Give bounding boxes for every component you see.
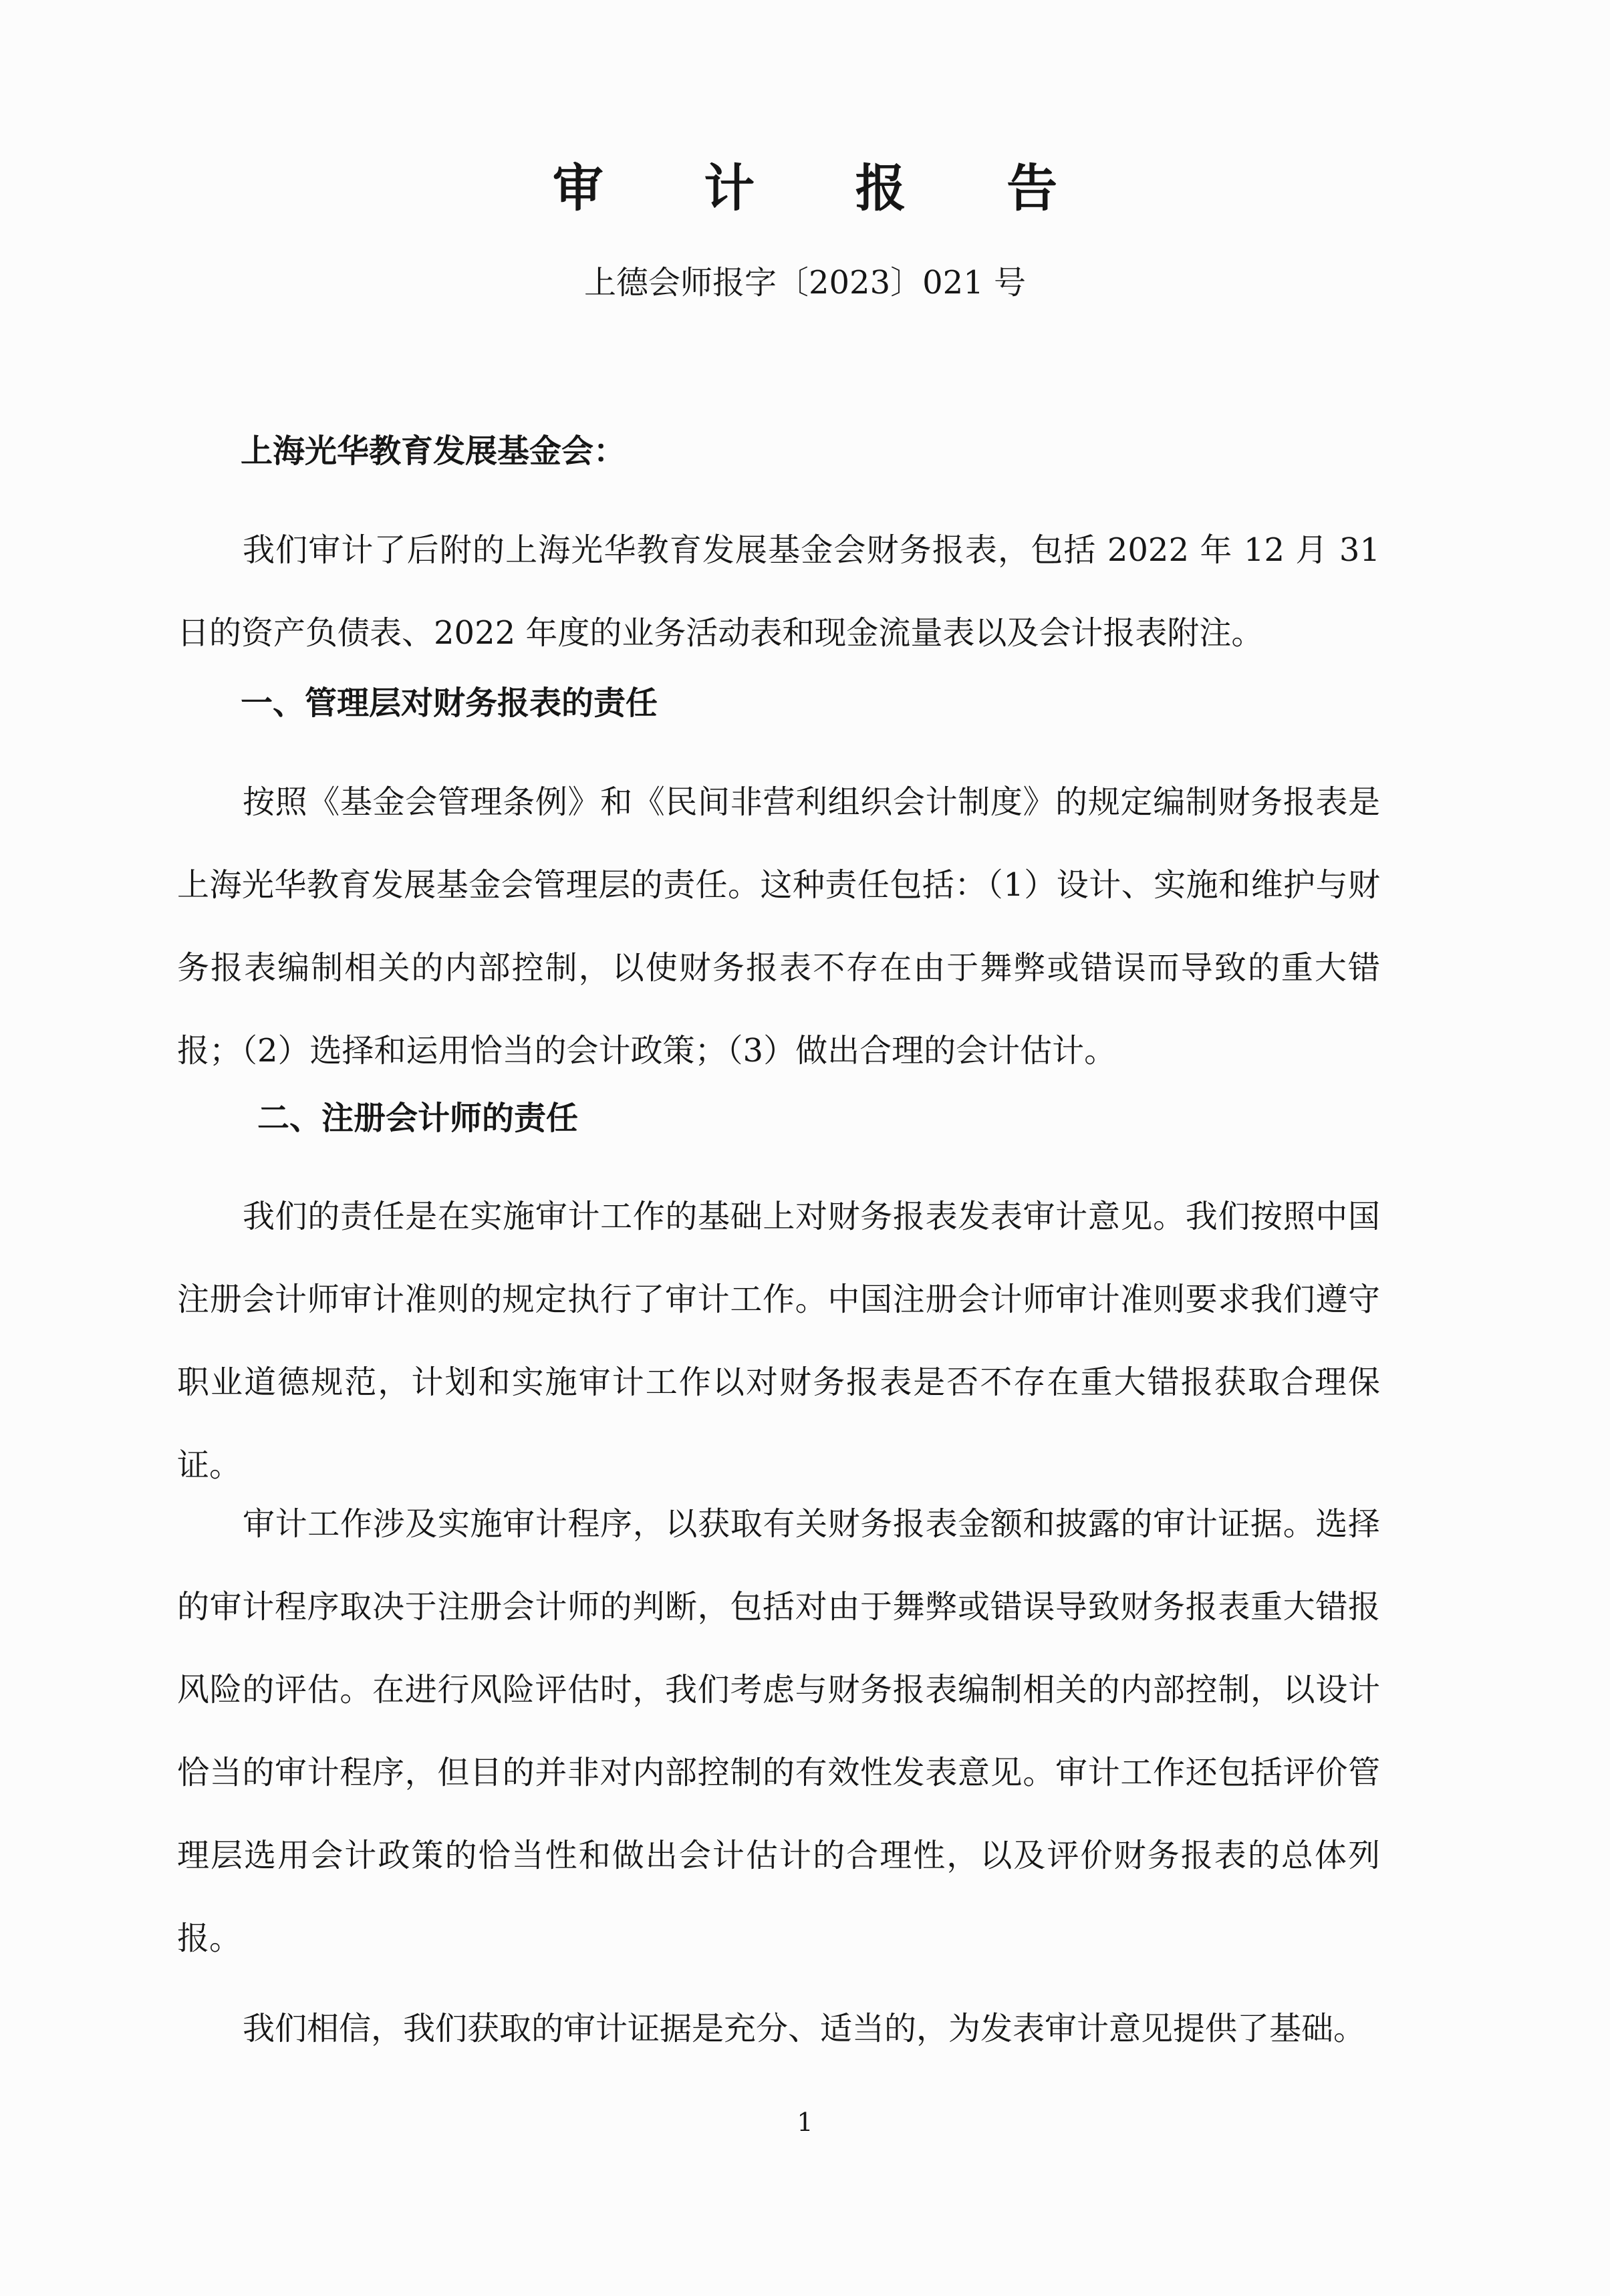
section2-paragraph-1: 我们的责任是在实施审计工作的基础上对财务报表发表审计意见。我们按照中国注册会计师审计准则的规定执行了审计工作。中国注册会计师审计准则要求我们遵守职业道德规范，计划和实施审计工作以对财务报表是否不存在重大错报获取合理保证。: [177, 1198, 1380, 1484]
section2-paragraph-3: 我们相信，我们获取的审计证据是充分、适当的，为发表审计意见提供了基础。: [243, 2010, 1366, 2047]
intro-paragraph: 我们审计了后附的上海光华教育发展基金会财务报表，包括 2022 年 12 月 31 日的资产负债表、2022 年度的业务活动表和现金流量表以及会计报表附注。: [177, 531, 1380, 652]
addressee: 上海光华教育发展基金会：: [241, 432, 626, 470]
section2-paragraph-2: 审计工作涉及实施审计程序，以获取有关财务报表金额和披露的审计证据。选择的审计程序取决于注册会计师的判断，包括对由于舞弊或错误导致财务报表重大错报风险的评估。在进行风险评估时，我们考虑与财务报表编制相关的内部控制，以设计恰当的审计程序，但目的并非对内部控制的有效性发表意见。审计工作还包括评价管理层选用会计政策的恰当性和做出会计估计的合理性，以及评价财务报表的总体列报。: [177, 1505, 1380, 1957]
page-number: 1: [797, 2108, 813, 2137]
section1-paragraph: 按照《基金会管理条例》和《民间非营利组织会计制度》的规定编制财务报表是上海光华教育发展基金会管理层的责任。这种责任包括：（1）设计、实施和维护与财务报表编制相关的内部控制，以使财务报表不存在由于舞弊或错误而导致的重大错报；（2）选择和运用恰当的会计政策；（3）做出合理的会计估计。: [177, 783, 1380, 1069]
section1-heading: 一、管理层对财务报表的责任: [241, 684, 658, 722]
report-title: 审 计 报 告: [552, 158, 1099, 218]
document-number: 上德会师报字〔2023〕021 号: [583, 264, 1027, 301]
section2-heading: 二、注册会计师的责任: [257, 1100, 579, 1137]
